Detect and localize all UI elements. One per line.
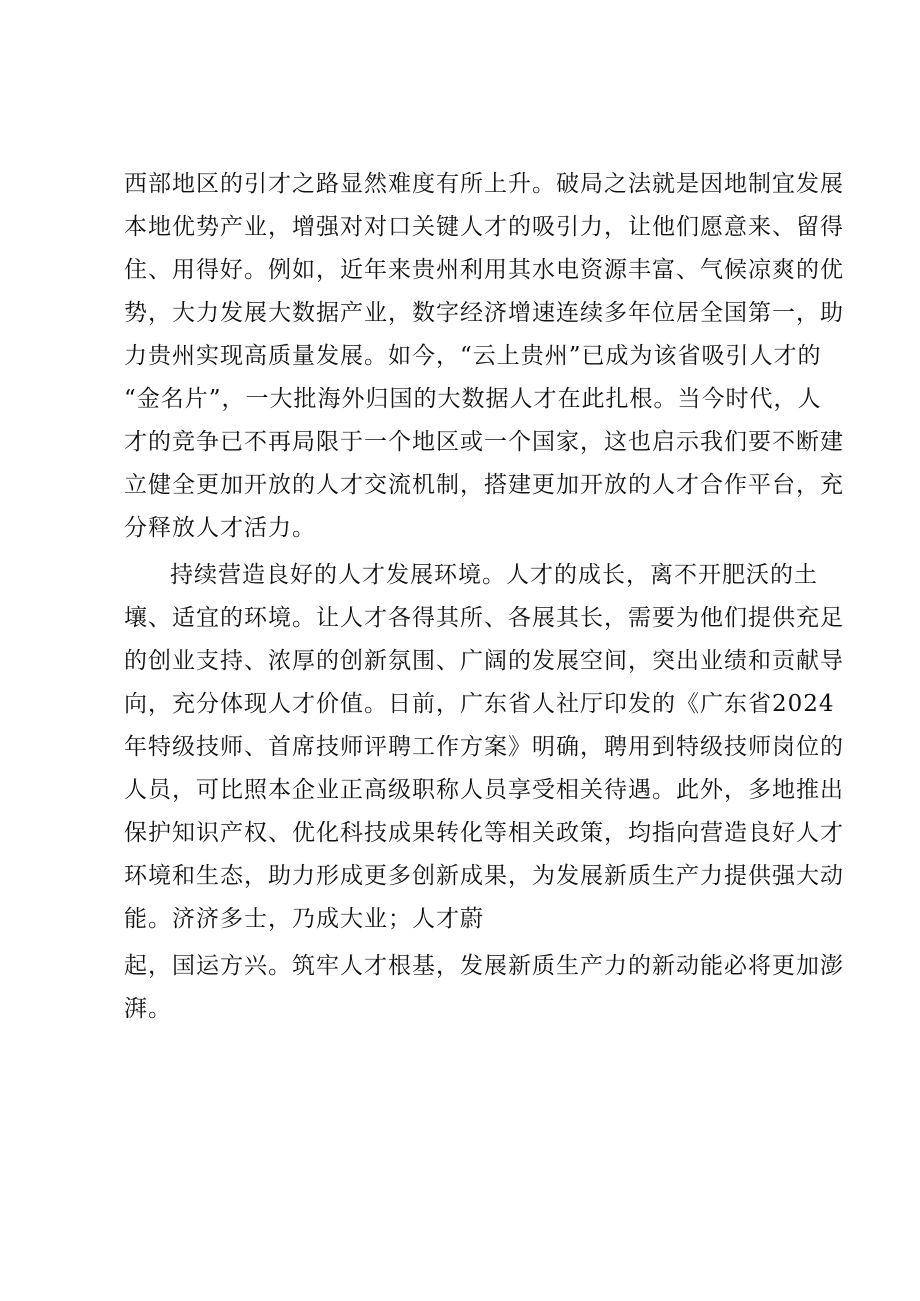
text-line-14: 年特级技师、首席技师评聘工作方案》明确，聘用到特级技师岗位的 — [124, 734, 844, 760]
text-line-20: 湃。 — [124, 996, 172, 1022]
text-line-13: 向，充分体现人才价值。日前，广东省人社厅印发的《广东省2024 — [124, 691, 835, 717]
text-line-3: 住、用得好。例如，近年来贵州利用其水电资源丰富、气候凉爽的优 — [124, 257, 844, 283]
text-line-8: 立健全更加开放的人才交流机制，搭建更加开放的人才合作平台，充 — [124, 472, 844, 498]
text-line-15: 人员，可比照本企业正高级职称人员享受相关待遇。此外，多地推出 — [124, 777, 844, 803]
text-line-10: 持续营造良好的人才发展环境。人才的成长，离不开肥沃的土 — [170, 562, 818, 588]
text-line-9: 分释放人才活力。 — [124, 515, 316, 541]
text-line-11: 壤、适宜的环境。让人才各得其所、各展其长，需要为他们提供充足 — [124, 605, 844, 631]
text-line-19: 起，国运方兴。筑牢人才根基，发展新质生产力的新动能必将更加澎 — [124, 953, 844, 979]
text-line-16: 保护知识产权、优化科技成果转化等相关政策，均指向营造良好人才 — [124, 820, 844, 846]
text-line-5: 力贵州实现高质量发展。如今，“云上贵州”已成为该省吸引人才的 — [124, 343, 822, 369]
text-line-1: 西部地区的引才之路显然难度有所上升。破局之法就是因地制宜发展 — [124, 171, 844, 197]
text-line-17: 环境和生态，助力形成更多创新成果，为发展新质生产力提供强大动 — [124, 863, 844, 889]
text-line-18: 能。济济多士，乃成大业；人才蔚 — [124, 906, 484, 932]
text-line-4: 势，大力发展大数据产业，数字经济增速连续多年位居全国第一，助 — [124, 300, 844, 326]
text-line-7: 才的竞争已不再局限于一个地区或一个国家，这也启示我们要不断建 — [124, 429, 844, 455]
text-line-6: “金名片”，一大批海外归国的大数据人才在此扎根。当今时代，人 — [124, 386, 822, 412]
text-line-12: 的创业支持、浓厚的创新氛围、广阔的发展空间，突出业绩和贡献导 — [124, 648, 844, 674]
text-line-2: 本地优势产业，增强对对口关键人才的吸引力，让他们愿意来、留得 — [124, 214, 844, 240]
